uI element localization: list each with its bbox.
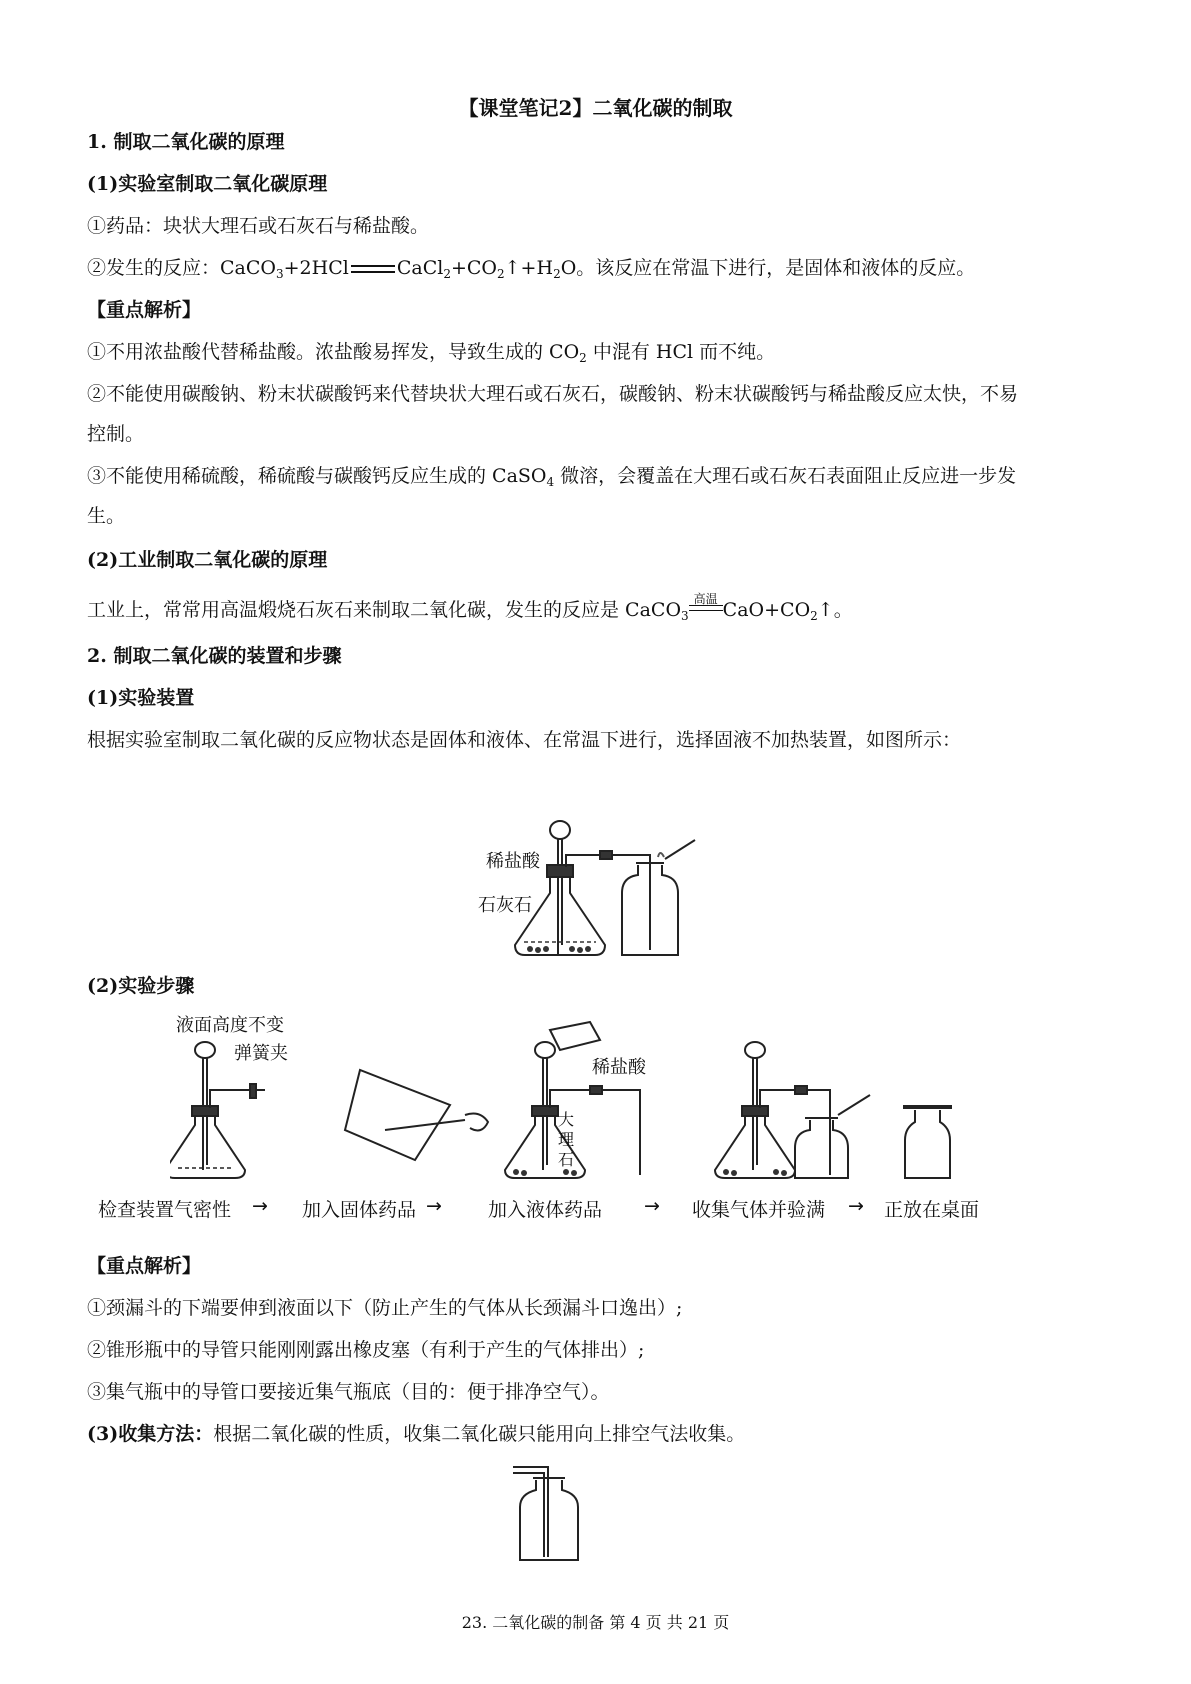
section-2-sub-1: (1)实验装置 <box>87 687 195 709</box>
step-place-upright: 正放在桌面 <box>884 1199 980 1221</box>
collection-method: (3)收集方法：根据二氧化碳的性质，收集二氧化碳只能用向上排空气法收集。 <box>87 1423 746 1445</box>
apparatus-figure <box>460 815 720 960</box>
label-level-unchanged: 液面高度不变 <box>176 1015 284 1036</box>
step-arrow: → <box>644 1195 660 1217</box>
section-1-sub-1: (1)实验室制取二氧化碳原理 <box>87 173 328 195</box>
key-point-3-line-1: ③不能使用稀硫酸，稀硫酸与碳酸钙反应生成的 CaSO$_4$ 微溶，会覆盖在大理石或石灰石表面阻止反应进一步发 <box>87 465 1017 489</box>
analysis-point-2: ②锥形瓶中的导管只能刚刚露出橡皮塞（有利于产生的气体排出）; <box>87 1339 645 1361</box>
page-title: 【课堂笔记2】二氧化碳的制取 <box>458 96 733 120</box>
key-analysis-2-heading: 【重点解析】 <box>87 1255 202 1277</box>
step-add-solid: 加入固体药品 <box>302 1199 417 1221</box>
key-point-2-line-1: ②不能使用碳酸钠、粉末状碳酸钙来代替块状大理石或石灰石，碳酸钠、粉末状碳酸钙与稀盐酸反应太快，不易 <box>87 383 1019 405</box>
step-collect-and-test: 收集气体并验满 <box>692 1199 826 1221</box>
steps-figure <box>170 1010 1050 1185</box>
step-arrow: → <box>848 1195 864 1217</box>
high-temperature-condition: 高温 <box>689 605 723 616</box>
step-add-liquid: 加入液体药品 <box>488 1199 603 1221</box>
key-point-3-line-2: 生。 <box>87 505 126 527</box>
label-dilute-hcl: 稀盐酸 <box>486 851 540 872</box>
collection-jar-figure <box>508 1462 618 1562</box>
step-arrow: → <box>426 1195 442 1217</box>
label-dilute-hcl-step: 稀盐酸 <box>592 1057 646 1078</box>
section-1-heading: 1. 制取二氧化碳的原理 <box>87 131 285 153</box>
device-description: 根据实验室制取二氧化碳的反应物状态是固体和液体、在常温下进行，选择固液不加热装置，如图所示： <box>87 729 962 751</box>
step-arrow: → <box>252 1195 268 1217</box>
drugs-line: ①药品：块状大理石或石灰石与稀盐酸。 <box>87 215 430 237</box>
section-1-sub-2: (2)工业制取二氧化碳的原理 <box>87 549 328 571</box>
section-2-heading: 2. 制取二氧化碳的装置和步骤 <box>87 645 342 667</box>
label-marble: 大 理 石 <box>557 1110 574 1169</box>
key-point-1: ①不用浓盐酸代替稀盐酸。浓盐酸易挥发，导致生成的 $CO_2$ 中混有 HCl 而不纯。 <box>87 341 776 365</box>
step-check-airtightness: 检查装置气密性 <box>98 1199 232 1221</box>
key-analysis-1-heading: 【重点解析】 <box>87 299 202 321</box>
page-footer: 23. 二氧化碳的制备 第 4 页 共 21 页 <box>461 1613 730 1632</box>
lab-reaction-line: ②发生的反应：CaCO$_3$+2HCl $CaCl_2+CO_2↑+H_2O$。该反应在常温下进行，是固体和液体的反应。 <box>87 257 976 281</box>
analysis-point-1: ①颈漏斗的下端要伸到液面以下（防止产生的气体从长颈漏斗口逸出）; <box>87 1297 683 1319</box>
key-point-2-line-2: 控制。 <box>87 423 145 445</box>
label-limestone: 石灰石 <box>478 895 532 916</box>
industrial-reaction-line: 工业上，常常用高温煅烧石灰石来制取二氧化碳，发生的反应是 CaCO$_3$ 高温 $CaO+CO_2↑$。 <box>87 592 853 623</box>
analysis-point-3: ③集气瓶中的导管口要接近集气瓶底（目的：便于排净空气）。 <box>87 1381 610 1403</box>
section-2-sub-2: (2)实验步骤 <box>87 975 195 997</box>
equals-sign <box>351 265 395 273</box>
label-spring-clip: 弹簧夹 <box>234 1043 288 1064</box>
